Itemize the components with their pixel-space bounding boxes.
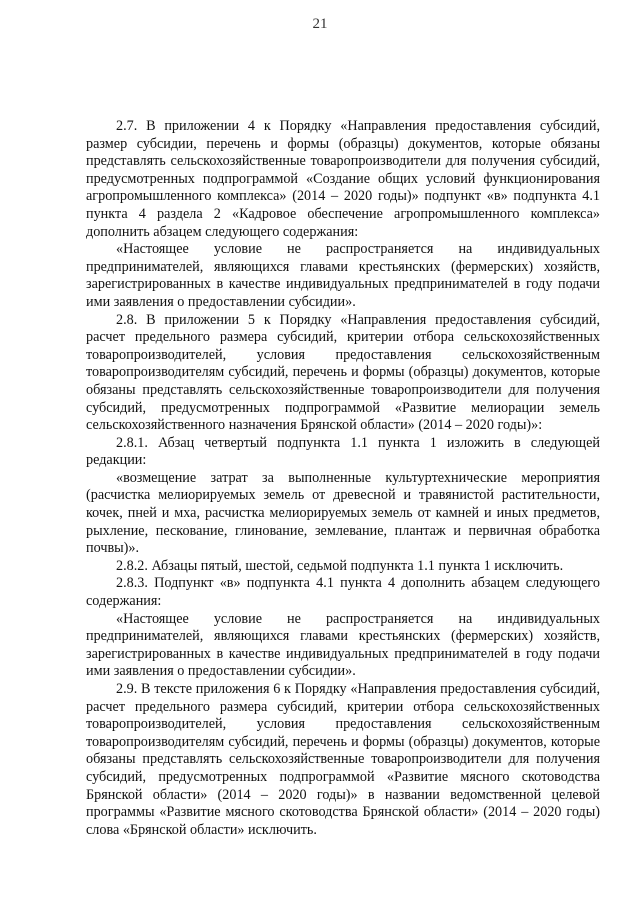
page-number: 21	[312, 16, 328, 32]
paragraph-2-8-3-quote: «Настоящее условие не распространяется на индивидуальных предпринимателей, являющихся главами крестьянских (фермерских) хозяйств, зарегистрированных в качестве индивидуальных предпринимателей в году подачи ими заявления о предоставлении субсидии».	[86, 610, 600, 680]
paragraph-2-8-3: 2.8.3. Подпункт «в» подпункта 4.1 пункта 4 дополнить абзацем следующего содержания:	[86, 575, 600, 610]
paragraph-2-7-quote: «Настоящее условие не распространяется на индивидуальных предпринимателей, являющихся главами крестьянских (фермерских) хозяйств, зарегистрированных в качестве индивидуальных предпринимателей в году подачи ими заявления о предоставлении субсидии».	[86, 241, 600, 310]
paragraph-2-8-1-quote: «возмещение затрат за выполненные культуртехнические мероприятия (расчистка мелиорируемых земель от древесной и травянистой растительности, кочек, пней и мха, расчистка мелиорируемых земель от камней и иных предметов, рыхление, пескование, глинование, землевание, плантаж и первичная обработка почвы)».	[86, 469, 600, 557]
document-body	[86, 118, 600, 839]
paragraph-2-9: 2.9. В тексте приложения 6 к Порядку «Направления предоставления субсидий, расчет предельного размера субсидий, критерии отбора сельскохозяйственных товаропроизводителей, условия предоставления сельскохозяйственным товаропроизводителям субсидий, перечень и формы (образцы) документов, которые обязаны представлять сельскохозяйственные товаропроизводители для получения субсидий, предусмотренных подпрограммой «Развитие мясного скотоводства Брянской области» (2014 – 2020 годы)» в названии ведомственной целевой программы «Развитие мясного скотоводства Брянской области» (2014 – 2020 годы) слова «Брянской области» исключить.	[86, 681, 600, 838]
paragraph-2-8-1: 2.8.1. Абзац четвертый подпункта 1.1 пункта 1 изложить в следующей редакции:	[86, 434, 600, 469]
paragraph-2-8-2: 2.8.2. Абзацы пятый, шестой, седьмой подпункта 1.1 пункта 1 исключить.	[116, 557, 564, 574]
paragraph-2-7: 2.7. В приложении 4 к Порядку «Направления предоставления субсидий, размер субсидии, перечень и формы (образцы) документов, которые обязаны представлять сельскохозяйственные товаропроизводители для получения субсидий, предусмотренных подпрограммой «Создание общих условий функционирования агропромышленного комплекса» (2014 – 2020 годы)» подпункт «в» подпункта 4.1 пункта 4 раздела 2 «Кадровое обеспечение агропромышленного комплекса» дополнить абзацем следующего содержания:	[86, 118, 600, 240]
paragraph-2-8: 2.8. В приложении 5 к Порядку «Направления предоставления субсидий, расчет предельного размера субсидий, критерии отбора сельскохозяйственных товаропроизводителей, условия предоставления сельскохозяйственным товаропроизводителям субсидий, перечень и формы (образцы) документов, которые обязаны представлять сельскохозяйственные товаропроизводители для получения субсидий, предусмотренных подпрограммой «Развитие мелиорации земель сельскохозяйственного назначения Брянской области» (2014 – 2020 годы)»:	[86, 311, 600, 434]
